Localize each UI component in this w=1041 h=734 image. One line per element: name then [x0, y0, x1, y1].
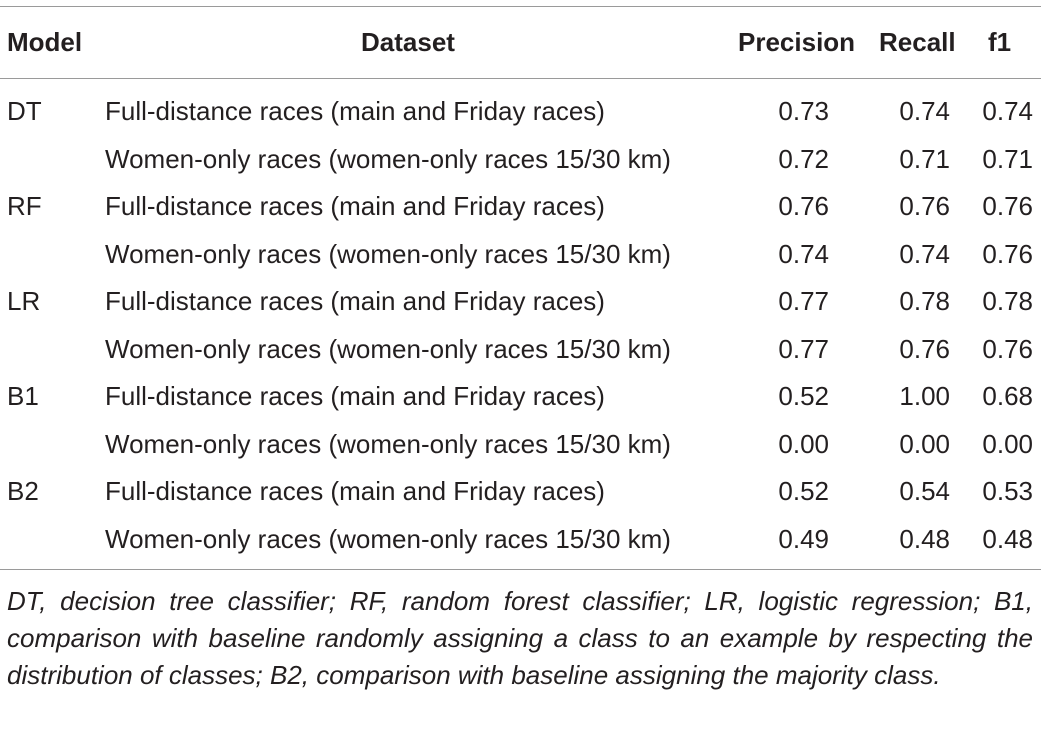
- cell-dataset: Full-distance races (main and Friday races): [105, 286, 605, 316]
- header-f1: f1: [988, 27, 1012, 57]
- cell-f1: 0.71: [982, 143, 1033, 174]
- cell-f1: 0.76: [982, 238, 1033, 269]
- table-row: [0, 183, 1041, 231]
- cell-dataset: Full-distance races (main and Friday races): [105, 476, 605, 506]
- cell-dataset: Full-distance races (main and Friday races): [105, 191, 605, 221]
- cell-f1: 0.53: [982, 476, 1033, 506]
- cell-f1: 0.00: [982, 428, 1033, 459]
- table-row: [0, 421, 1041, 469]
- cell-recall: 0.74: [899, 238, 950, 269]
- cell-dataset: Women-only races (women-only races 15/30 km): [105, 143, 671, 174]
- cell-f1: 0.76: [982, 333, 1033, 364]
- table-row: [0, 231, 1041, 279]
- cell-precision: 0.77: [778, 286, 829, 316]
- header-rule: [0, 78, 1041, 79]
- cell-dataset: Women-only races (women-only races 15/30 km): [105, 238, 671, 269]
- cell-model: LR: [7, 286, 41, 316]
- cell-dataset: Full-distance races (main and Friday races): [105, 96, 605, 126]
- cell-precision: 0.52: [778, 476, 829, 506]
- cell-precision: 0.72: [778, 143, 829, 174]
- cell-precision: 0.49: [778, 523, 829, 554]
- header-precision: Precision: [738, 27, 856, 57]
- cell-precision: 0.52: [778, 381, 829, 411]
- cell-precision: 0.00: [778, 428, 829, 459]
- cell-model: RF: [7, 191, 42, 221]
- cell-dataset: Women-only races (women-only races 15/30 km): [105, 428, 671, 459]
- table-row: [0, 278, 1041, 326]
- cell-model: B2: [7, 476, 39, 506]
- header-recall: Recall: [879, 27, 956, 57]
- cell-precision: 0.73: [778, 96, 829, 126]
- cell-recall: 0.71: [899, 143, 950, 174]
- table-body: [0, 88, 1041, 563]
- table-row: [0, 468, 1041, 516]
- cell-precision: 0.76: [778, 191, 829, 221]
- bottom-rule: [0, 569, 1041, 570]
- cell-precision: 0.74: [778, 238, 829, 269]
- table-footnote: DT, decision tree classifier; RF, random forest classifier; LR, logistic regression; B1, comparison with baseline randomly assigning a class to an example by respecting the distribution of classes; B2, comparison with baseline assigning the majority class.: [7, 586, 1033, 690]
- table-row: [0, 516, 1041, 564]
- cell-dataset: Full-distance races (main and Friday races): [105, 381, 605, 411]
- cell-f1: 0.78: [982, 286, 1033, 316]
- table-row: [0, 373, 1041, 421]
- cell-recall: 0.74: [899, 96, 950, 126]
- cell-model: DT: [7, 96, 42, 126]
- cell-model: B1: [7, 381, 39, 411]
- cell-f1: 0.74: [982, 96, 1033, 126]
- cell-recall: 0.00: [899, 428, 950, 459]
- cell-recall: 1.00: [899, 381, 950, 411]
- cell-recall: 0.48: [899, 523, 950, 554]
- cell-f1: 0.76: [982, 191, 1033, 221]
- cell-recall: 0.54: [899, 476, 950, 506]
- cell-recall: 0.78: [899, 286, 950, 316]
- cell-f1: 0.48: [982, 523, 1033, 554]
- top-rule: [0, 6, 1041, 7]
- cell-dataset: Women-only races (women-only races 15/30 km): [105, 333, 671, 364]
- table-header: [0, 24, 1041, 60]
- table-row: [0, 326, 1041, 374]
- header-model: Model: [7, 27, 83, 57]
- cell-recall: 0.76: [899, 191, 950, 221]
- cell-f1: 0.68: [982, 381, 1033, 411]
- cell-precision: 0.77: [778, 333, 829, 364]
- table-row: [0, 88, 1041, 136]
- header-dataset: Dataset: [361, 27, 455, 57]
- cell-dataset: Women-only races (women-only races 15/30 km): [105, 523, 671, 554]
- table-row: [0, 136, 1041, 184]
- cell-recall: 0.76: [899, 333, 950, 364]
